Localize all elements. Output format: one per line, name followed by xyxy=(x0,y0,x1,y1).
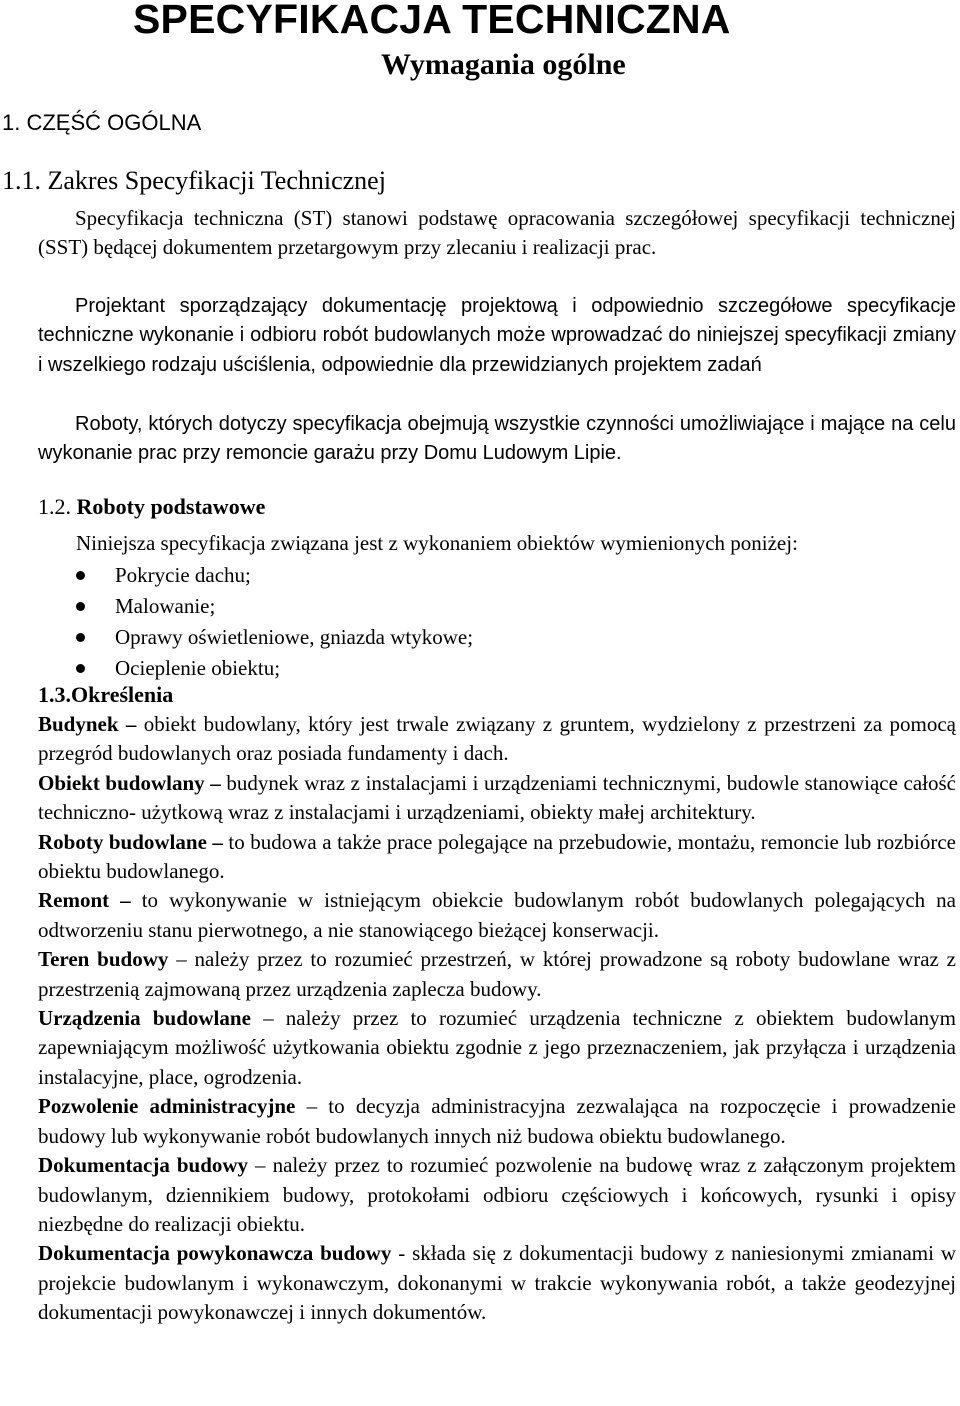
definition-term: Pozwolenie administracyjne xyxy=(38,1094,296,1119)
document-title: SPECYFIKACJA TECHNICZNA xyxy=(133,0,731,42)
definitions-list xyxy=(38,710,956,1328)
bullet-icon xyxy=(76,571,85,580)
definition-term: Urządzenia budowlane xyxy=(38,1006,251,1031)
definition-text: – należy przez to rozumieć urządzenia techniczne z obiektem budowlanym zapewniającym możliwość użytkowania obiektu zgodnie z jego przeznaczeniem, jak przyłącza i urządzenia instalacyjne, place, ogrodzenia. xyxy=(38,1006,956,1089)
part-heading: 1. CZĘŚĆ OGÓLNA xyxy=(2,110,202,135)
section-1-1-paragraph-2: Projektant sporządzający dokumentację projektową i odpowiednio szczegółowe specyfikacje techniczne wykonanie i odbioru robót budowlanych może wprowadzać do niniejszej specyfikacji zmiany i wszelkiego rodzaju uściślenia, odpowiednie dla przewidzianych projektem zadań xyxy=(38,295,956,376)
definition-text: to budowa a także prace polegające na przebudowie, montażu, remoncie lub rozbiórce obiektu budowlanego. xyxy=(38,829,956,884)
bullet-icon xyxy=(76,633,85,642)
definition-text: to wykonywanie w istniejącym obiekcie budowlanym robót budowlanych polegających na odtworzeniu stanu pierwotnego, a nie stanowiącego bieżącej konserwacji. xyxy=(38,888,956,942)
definition-term: Remont – xyxy=(38,888,131,913)
bullet-icon xyxy=(76,664,85,673)
definition-text: – to decyzja administracyjna zezwalająca na rozpoczęcie i prowadzenie budowy lub wykonywanie robót budowlanych innych niż budowa obiektu budowlanego. xyxy=(38,1094,957,1148)
definition-text: obiekt budowlany, który jest trwale związany z gruntem, wydzielony z przestrzeni za pomocą przegród budowlanych oraz posiada fundamenty i dach. xyxy=(38,712,956,766)
list-item xyxy=(76,622,473,653)
section-1-2-heading xyxy=(38,494,265,520)
definition-pozwolenie-administracyjne xyxy=(38,1092,956,1151)
definition-obiekt-budowlany xyxy=(38,769,956,828)
section-1-2-intro: Niniejsza specyfikacja związana jest z wykonaniem obiektów wymienionych poniżej: xyxy=(76,531,798,555)
list-item xyxy=(76,591,473,622)
definition-budynek xyxy=(38,710,956,769)
definition-urzadzenia-budowlane xyxy=(38,1004,956,1092)
definition-text: – należy przez to rozumieć pozwolenie na budowę wraz z załączonym projektem budowlanym, dziennikiem budowy, protokołami odbioru częściowych i końcowych, rysunki i opisy niezbędne do realizacji obiektu. xyxy=(38,1153,956,1236)
section-1-1-paragraph-3: Roboty, których dotyczy specyfikacja obejmują wszystkie czynności umożliwiające i mające na celu wykonanie prac przy remoncie garażu przy Domu Ludowym Lipie. xyxy=(38,413,956,465)
definition-term: Roboty budowlane – xyxy=(38,829,223,854)
definition-text: budynek wraz z instalacjami i urządzeniami technicznymi, budowle stanowiące całość techniczno- użytkową wraz z instalacjami i urządzeniami, obiekty małej architektury. xyxy=(38,770,956,825)
list-item-text: Oprawy oświetleniowe, gniazda wtykowe; xyxy=(115,625,474,649)
definition-teren-budowy xyxy=(38,945,956,1004)
section-1-2-title: Roboty podstawowe xyxy=(76,494,266,519)
list-item-text: Malowanie; xyxy=(115,594,216,618)
definition-term: Dokumentacja powykonawcza budowy xyxy=(38,1241,392,1266)
definition-term: Teren budowy xyxy=(38,947,169,972)
definition-roboty-budowlane xyxy=(38,828,956,887)
definition-term: Budynek – xyxy=(38,712,137,736)
list-item xyxy=(76,560,473,591)
section-1-1-heading: 1.1. Zakres Specyfikacji Technicznej xyxy=(2,166,386,195)
works-list xyxy=(76,560,473,684)
definition-term: Obiekt budowlany – xyxy=(38,770,221,795)
section-1-3-heading: 1.3.Określenia xyxy=(38,682,174,707)
definition-text: - składa się z dokumentacji budowy z naniesionymi zmianami w projekcie budowlanym i wykonawczym, dokonanymi w trakcie wykonywania robót, a także geodezyjnej dokumentacji powykonawczej i innych dokumentów. xyxy=(38,1241,956,1325)
section-1-1-paragraph-1: Specyfikacja techniczna (ST) stanowi podstawę opracowania szczegółowej specyfikacji technicznej (SST) będącej dokumentem przetargowym przy zlecaniu i realizacji prac. xyxy=(38,206,956,260)
list-item-text: Ocieplenie obiektu; xyxy=(115,656,281,680)
list-item xyxy=(76,653,473,684)
document-subtitle: Wymagania ogólne xyxy=(381,48,626,81)
definition-term: Dokumentacja budowy xyxy=(38,1153,249,1178)
section-1-2-number: 1.2. xyxy=(38,494,71,519)
definition-remont xyxy=(38,886,956,945)
list-item-text: Pokrycie dachu; xyxy=(115,563,251,587)
definition-dokumentacja-powykonawcza xyxy=(38,1239,956,1327)
bullet-icon xyxy=(76,602,85,611)
definition-text: – należy przez to rozumieć przestrzeń, w której prowadzone są roboty budowlane wraz z przestrzenią zajmowaną przez urządzenia zaplecza budowy. xyxy=(38,947,957,1001)
definition-dokumentacja-budowy xyxy=(38,1151,956,1239)
